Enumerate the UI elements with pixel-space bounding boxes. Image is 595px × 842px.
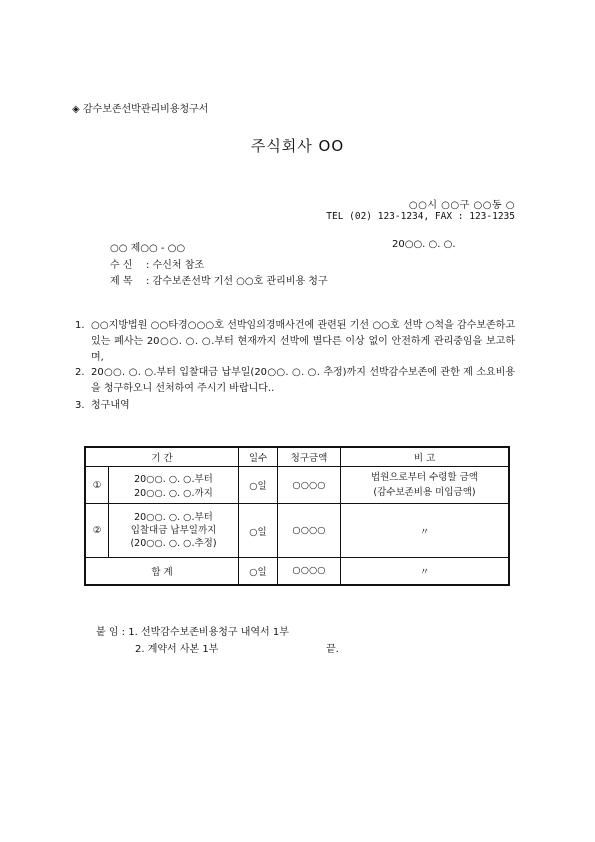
note-cell: 〃 <box>341 504 510 557</box>
amount-cell: ○○○○ <box>278 467 341 504</box>
total-label: 합 계 <box>85 557 239 585</box>
company-address: ○○시 ○○구 ○○동 ○ <box>408 200 515 211</box>
days-cell: ○일 <box>239 467 278 504</box>
note-line: (감수보존비용 미입금액) <box>373 487 476 499</box>
item-number: 2. <box>75 367 85 378</box>
period-line: (20○○. ○. ○.추정) <box>130 538 217 550</box>
total-amount: ○○○○ <box>278 557 341 585</box>
period-line: 20○○. ○. ○.부터 <box>134 512 213 524</box>
period-line: 20○○. ○. ○.까지 <box>134 488 213 500</box>
company-tel-fax: TEL (02) 123-1234, FAX : 123-1235 <box>326 211 515 222</box>
document-type-label: ◈ 감수보존선박관리비용청구서 <box>72 104 209 115</box>
attachment-item: 2. 계약서 사본 1부 <box>135 644 219 655</box>
row-number: ① <box>85 467 109 504</box>
item-text: 20○○. ○. ○.부터 입찰대금 납부일(20○○. ○. ○. 추정)까지 선박감수보존에 관한 제 소요비용을 청구하오니 선처하여 주시기 바랍니다.. <box>91 367 515 394</box>
table-row <box>85 504 509 557</box>
body-item-1 <box>75 318 515 366</box>
document-number: ○○ 제○○ - ○○ <box>110 243 186 254</box>
period-line: 입찰대금 납부일까지 <box>130 525 217 537</box>
header-note: 비 고 <box>341 447 510 467</box>
claim-table <box>84 446 510 586</box>
attachment-item: 1. 선박감수보존비용청구 내역서 1부 <box>128 627 289 638</box>
attachment-line-1 <box>96 623 289 638</box>
table-total-row <box>85 557 509 585</box>
body-item-3 <box>75 398 515 414</box>
days-cell: ○일 <box>239 504 278 557</box>
item-number: 1. <box>75 320 85 331</box>
period-line: 20○○. ○. ○.부터 <box>134 474 213 486</box>
row-number: ② <box>85 504 109 557</box>
body-item-2 <box>75 365 515 397</box>
attachment-label: 붙 임 : <box>96 627 129 638</box>
recipient-line <box>110 256 204 271</box>
item-text: 청구내역 <box>91 400 130 411</box>
note-line: 법원으로부터 수령할 금액 <box>371 472 478 484</box>
period-cell <box>109 504 239 557</box>
subject-line <box>110 272 328 287</box>
recipient-key: 수 신 <box>110 260 133 271</box>
note-cell <box>341 467 510 504</box>
recipient-value: : 수신처 참조 <box>146 260 205 271</box>
total-note: 〃 <box>341 557 510 585</box>
header-amount: 청구금액 <box>278 447 341 467</box>
end-mark: 끝. <box>326 644 339 655</box>
total-days: ○일 <box>239 557 278 585</box>
period-cell <box>109 467 239 504</box>
table-row <box>85 467 509 504</box>
item-text: ○○지방법원 ○○타경○○○호 선박임의경매사건에 관련된 기선 ○○호 선박 ○척을 감수보존하고 있는 폐사는 20○○. ○. ○.부터 현재까지 선박에 별다른 이상 없이 안전하게 관리중임을 보고하며, <box>91 320 515 363</box>
amount-cell: ○○○○ <box>278 504 341 557</box>
table-header-row <box>85 447 509 467</box>
header-days: 일수 <box>239 447 278 467</box>
company-title: 주식회사 OO <box>250 137 345 155</box>
document-date: 20○○. ○. ○. <box>392 239 456 250</box>
header-period: 기 간 <box>85 447 239 467</box>
subject-value: : 감수보존선박 기선 ○○호 관리비용 청구 <box>146 276 328 287</box>
item-number: 3. <box>75 400 85 411</box>
subject-key: 제 목 <box>110 276 133 287</box>
